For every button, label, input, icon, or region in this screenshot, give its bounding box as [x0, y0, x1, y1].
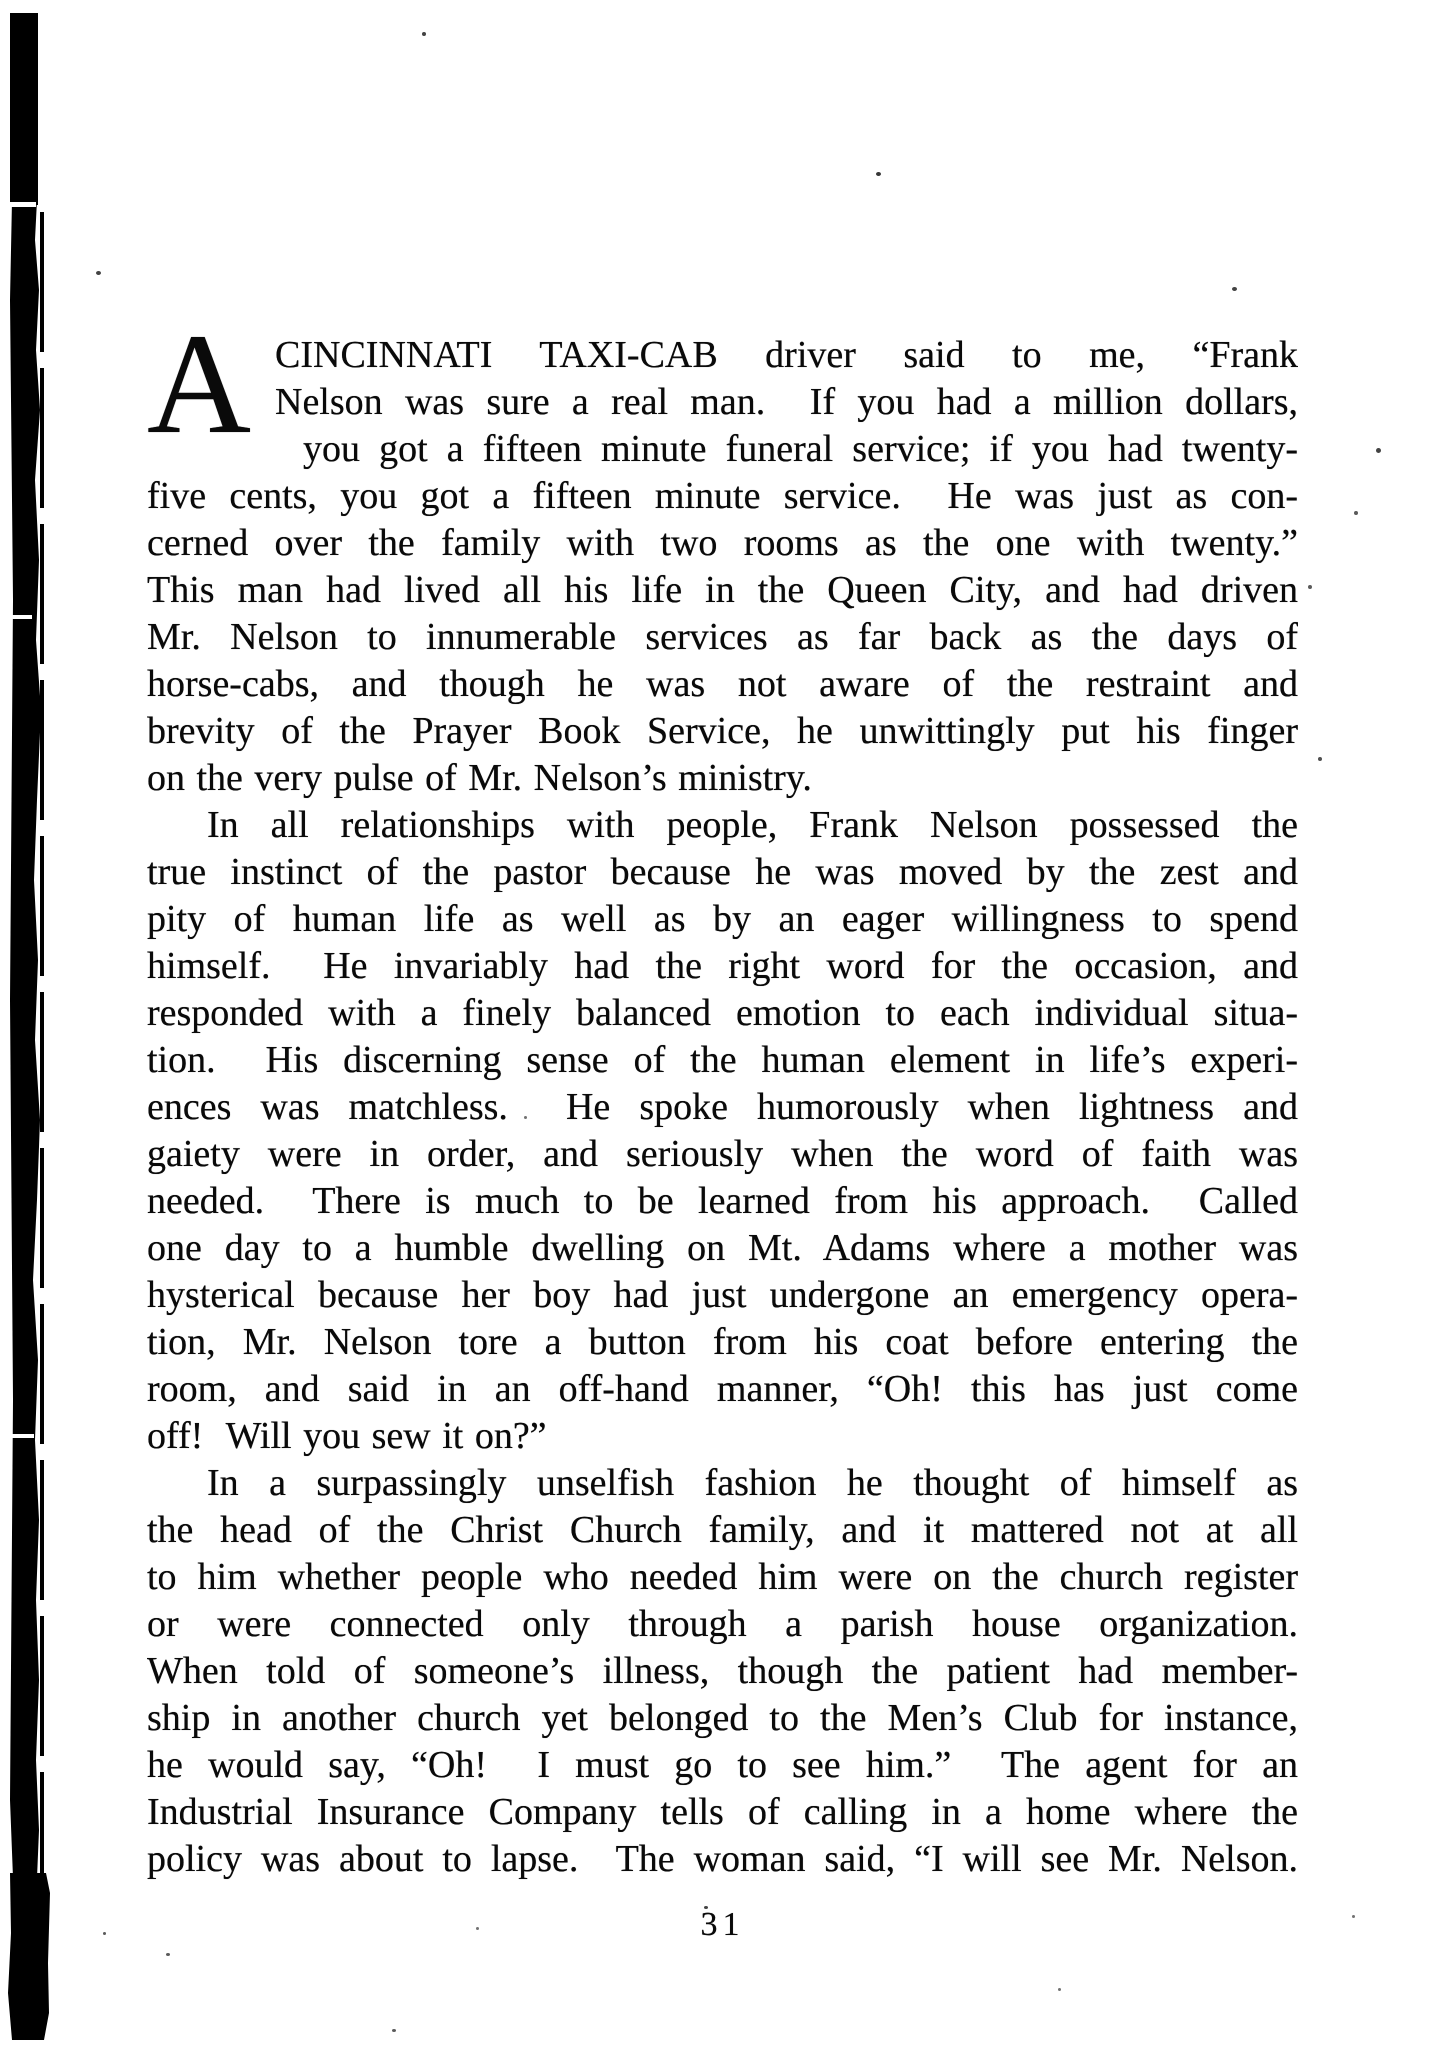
text-line: needed. There is much to be learned from his approach. Called — [147, 1180, 1298, 1222]
text-line: Industrial Insurance Company tells of calling in a home where the — [147, 1791, 1298, 1833]
text-line: on the very pulse of Mr. Nelson’s ministry. — [147, 757, 812, 799]
text-line: ship in another church yet belonged to the Men’s Club for instance, — [147, 1697, 1298, 1739]
text-line: CINCINNATI TAXI-CAB driver said to me, “Frank — [275, 334, 1298, 376]
text-line: himself. He invariably had the right word for the occasion, and — [147, 945, 1298, 987]
text-line: or were connected only through a parish house organization. — [147, 1603, 1298, 1645]
paragraph-3 — [147, 1460, 1298, 1883]
text-line: the head of the Christ Church family, and it mattered not at all — [147, 1509, 1298, 1551]
scan-binding-band — [9, 200, 43, 1878]
text-line: you got a fifteen minute funeral service; if you had twenty- — [303, 428, 1298, 470]
text-line: This man had lived all his life in the Queen City, and had driven — [147, 569, 1298, 611]
scan-speck — [1352, 1915, 1355, 1918]
scan-binding-band-top — [10, 13, 38, 205]
paragraph-2 — [147, 802, 1298, 1460]
scan-speck — [96, 271, 101, 275]
text-line: he would say, “Oh! I must go to see him.” The agent for an — [147, 1744, 1298, 1786]
text-line: to him whether people who needed him were on the church register — [147, 1556, 1298, 1598]
text-line: tion. His discerning sense of the human element in life’s experi- — [147, 1039, 1298, 1081]
text-line: five cents, you got a fifteen minute service. He was just as con- — [147, 475, 1298, 517]
scan-band-notch — [8, 1434, 34, 1438]
scan-binding-line — [40, 212, 44, 1875]
scan-speck — [1308, 585, 1312, 589]
text-line: tion, Mr. Nelson tore a button from his coat before entering the — [147, 1321, 1298, 1363]
text-line: pity of human life as well as by an eager willingness to spend — [147, 898, 1298, 940]
scan-speck — [876, 172, 881, 176]
paragraph-opening — [147, 305, 1298, 802]
text-line: In a surpassingly unselfish fashion he thought of himself as — [207, 1462, 1298, 1504]
scan-speck — [1232, 287, 1237, 291]
text-line: When told of someone’s illness, though the patient had member- — [147, 1650, 1298, 1692]
scan-binding-band-foot — [8, 1873, 50, 2040]
text-line: ences was matchless. He spoke humorously when lightness and — [147, 1086, 1298, 1128]
scan-speck — [1318, 757, 1322, 761]
text-line: responded with a finely balanced emotion to each individual situa- — [147, 992, 1298, 1034]
scan-band-notch — [8, 615, 32, 619]
text-line: one day to a humble dwelling on Mt. Adams where a mother was — [147, 1227, 1298, 1269]
text-line: room, and said in an off-hand manner, “Oh! this has just come — [147, 1368, 1298, 1410]
text-line: hysterical because her boy had just undergone an emergency opera- — [147, 1274, 1298, 1316]
text-line: off! Will you sew it on?” — [147, 1415, 547, 1457]
text-line: In all relationships with people, Frank Nelson possessed the — [207, 804, 1298, 846]
text-line: true instinct of the pastor because he was moved by the zest and — [147, 851, 1298, 893]
scan-speck — [1058, 1988, 1061, 1991]
text-block — [147, 305, 1298, 1883]
text-line: Mr. Nelson to innumerable services as far back as the days of — [147, 616, 1298, 658]
scan-speck — [1376, 448, 1381, 453]
text-line: policy was about to lapse. The woman said, “I will see Mr. Nelson. — [147, 1838, 1298, 1880]
scan-speck — [392, 2029, 396, 2032]
page-number: 31 — [700, 1906, 745, 1943]
text-line: Nelson was sure a real man. If you had a million dollars, — [275, 381, 1298, 423]
scan-speck — [103, 1932, 106, 1935]
drop-cap — [147, 305, 275, 471]
text-line: horse-cabs, and though he was not aware of the restraint and — [147, 663, 1298, 705]
text-line: cerned over the family with two rooms as the one with twenty.” — [147, 522, 1298, 564]
scan-speck — [1354, 511, 1358, 515]
drop-cap-letter: A — [147, 305, 251, 464]
scan-band-notch — [8, 202, 36, 207]
text-line: brevity of the Prayer Book Service, he unwittingly put his finger — [147, 710, 1298, 752]
scan-speck — [166, 1953, 170, 1956]
scan-speck — [422, 32, 426, 36]
text-line: gaiety were in order, and seriously when the word of faith was — [147, 1133, 1298, 1175]
